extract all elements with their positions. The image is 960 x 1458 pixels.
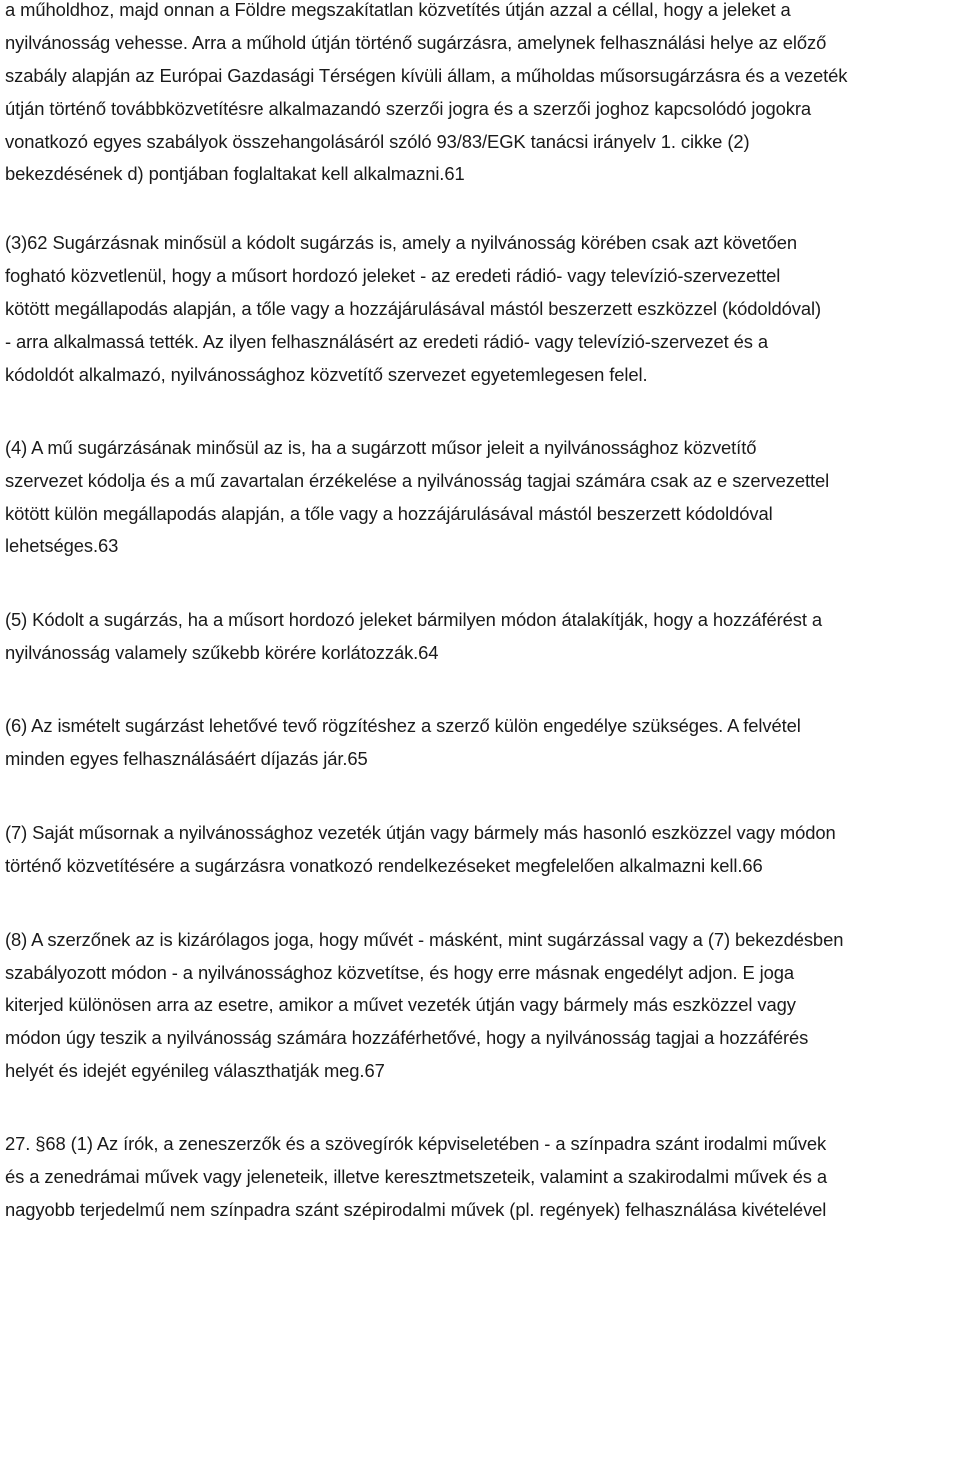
- text-line: vonatkozó egyes szabályok összehangolásáról szóló 93/83/EGK tanácsi irányelv 1. cikke (2): [5, 130, 750, 152]
- text-line: nyilvánosság vehesse. Arra a műhold útján történő sugárzásra, amelynek felhasználási helye az előző: [5, 31, 827, 53]
- text-line: útján történő továbbközvetítésre alkalmazandó szerzői jogra és a szerzői joghoz kapcsolódó jogokra: [5, 97, 811, 119]
- paragraph-5: [5, 604, 960, 670]
- text-line: szabályozott módon - a nyilvánossághoz közvetítse, és hogy erre másnak engedélyt adjon. E joga: [5, 961, 795, 983]
- paragraph-3: [5, 227, 960, 391]
- text-line: kötött megállapodás alapján, a tőle vagy a hozzájárulásával mástól beszerzett eszközzel (kódoldóval): [5, 298, 821, 320]
- text-line: nyilvánosság valamely szűkebb körére korlátozzák.64: [5, 642, 439, 664]
- text-line: - arra alkalmassá tették. Az ilyen felhasználásért az eredeti rádió- vagy televízió-szervezet és a: [5, 331, 768, 353]
- text-line: (5) Kódolt a sugárzás, ha a műsort hordozó jeleket bármilyen módon átalakítják, hogy a hozzáférést a: [5, 609, 823, 631]
- text-line: (3)62 Sugárzásnak minősül a kódolt sugárzás is, amely a nyilvánosság körében csak azt követően: [5, 232, 798, 254]
- paragraph-section-27: [5, 1128, 960, 1227]
- paragraph-6: [5, 710, 960, 776]
- text-line: a műholdhoz, majd onnan a Földre megszakítatlan közvetítés útján azzal a céllal, hogy a jeleket a: [5, 0, 791, 20]
- text-line: 27. §68 (1) Az írók, a zeneszerzők és a szövegírók képviseletében - a színpadra szánt irodalmi művek: [5, 1133, 827, 1155]
- text-line: történő közvetítésére a sugárzásra vonatkozó rendelkezéseket megfelelően alkalmazni kell.66: [5, 854, 763, 876]
- text-line: (7) Saját műsornak a nyilvánossághoz vezeték útján vagy bármely más hasonló eszközzel vagy módon: [5, 821, 836, 843]
- paragraph-8: [5, 924, 960, 1088]
- text-line: módon úgy teszik a nyilvánosság számára hozzáférhetővé, hogy a nyilvánosság tagjai a hozzáférés: [5, 1027, 809, 1049]
- text-line: helyét és idejét egyénileg választhatják meg.67: [5, 1060, 385, 1082]
- paragraph-continuation: [5, 0, 960, 191]
- text-line: kódoldót alkalmazó, nyilvánossághoz közvetítő szervezet egyetemlegesen felel.: [5, 363, 648, 385]
- text-line: szervezet kódolja és a mű zavartalan érzékelése a nyilvánosság tagjai számára csak az e szervezettel: [5, 469, 830, 491]
- text-line: (4) A mű sugárzásának minősül az is, ha a sugárzott műsor jeleit a nyilvánossághoz közvetítő: [5, 436, 757, 458]
- text-line: nagyobb terjedelmű nem színpadra szánt szépirodalmi művek (pl. regények) felhasználása kivételével: [5, 1198, 827, 1220]
- paragraph-4: [5, 432, 960, 564]
- document-page: [5, 0, 960, 1227]
- text-line: szabály alapján az Európai Gazdasági Térségen kívüli állam, a műholdas műsorsugárzásra és a vezeték: [5, 64, 848, 86]
- text-line: és a zenedrámai művek vagy jeleneteik, illetve keresztmetszeteik, valamint a szakirodalmi művek és a: [5, 1166, 828, 1188]
- text-line: kiterjed különösen arra az esetre, amikor a művet vezeték útján vagy bármely más eszközzel vagy: [5, 994, 796, 1016]
- paragraph-7: [5, 817, 960, 883]
- text-line: bekezdésének d) pontjában foglaltakat kell alkalmazni.61: [5, 163, 465, 185]
- text-line: fogható közvetlenül, hogy a műsort hordozó jeleket - az eredeti rádió- vagy televízió-szervezettel: [5, 265, 781, 287]
- text-line: kötött külön megállapodás alapján, a tőle vagy a hozzájárulásával mástól beszerzett kódoldóval: [5, 502, 773, 524]
- text-line: minden egyes felhasználásáért díjazás jár.65: [5, 748, 368, 770]
- text-line: (6) Az ismételt sugárzást lehetővé tevő rögzítéshez a szerző külön engedélye szükséges. A felvétel: [5, 715, 801, 737]
- text-line: (8) A szerzőnek az is kizárólagos joga, hogy művét - másként, mint sugárzással vagy a (7) bekezdésben: [5, 928, 844, 950]
- text-line: lehetséges.63: [5, 535, 119, 557]
